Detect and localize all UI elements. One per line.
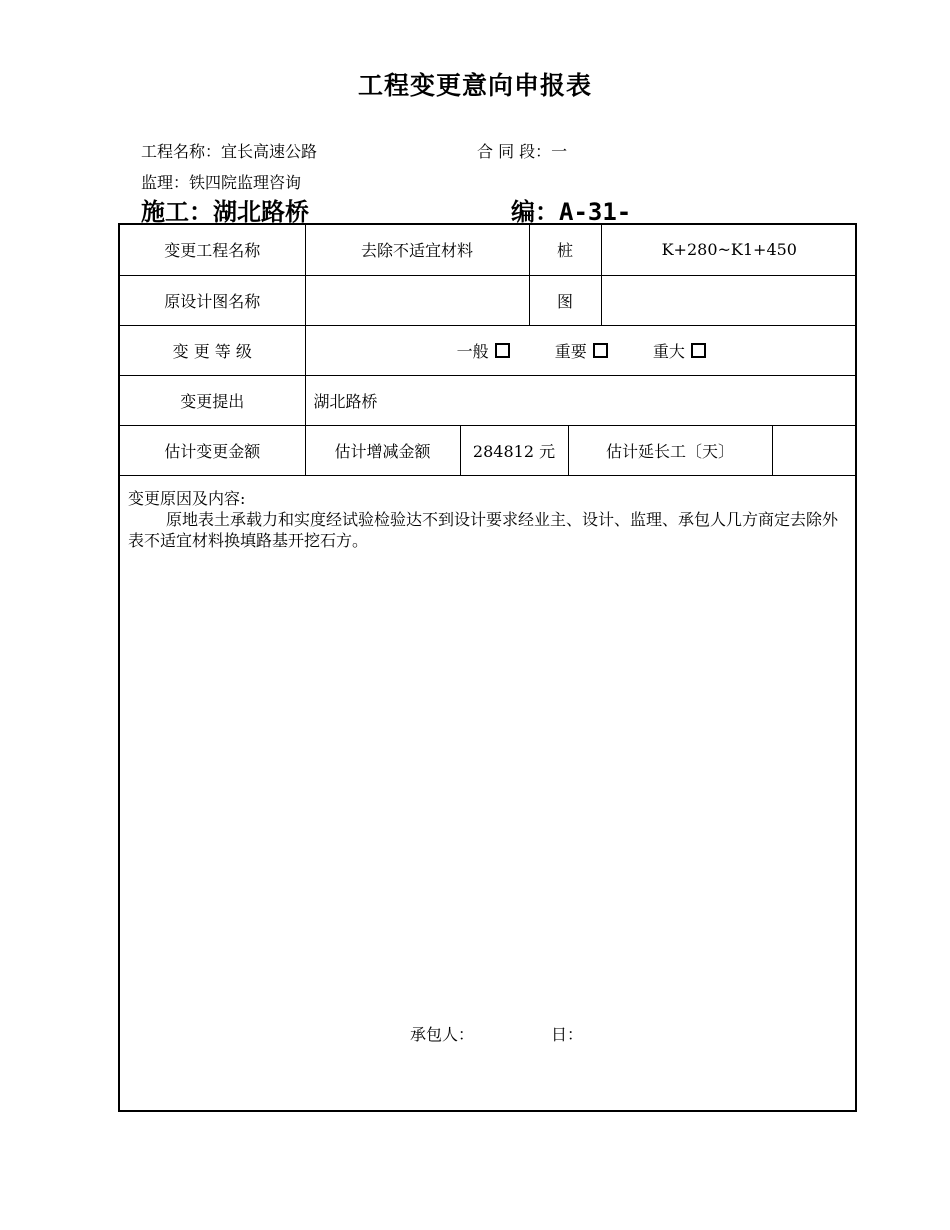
proposer-value: 湖北路桥 xyxy=(305,375,857,425)
change-name-label: 变更工程名称 xyxy=(120,225,305,275)
code-label: 编： xyxy=(511,197,559,226)
row-amount xyxy=(120,425,857,475)
checkbox-major-icon[interactable] xyxy=(691,343,706,358)
level-option-general[interactable]: 一般 xyxy=(457,342,510,361)
orig-drawing-value[interactable] xyxy=(305,275,529,325)
extension-label: 估计延长工〔天〕 xyxy=(568,425,772,475)
contract-section: 合 同 段：一 xyxy=(477,142,568,161)
row-change-name xyxy=(120,225,857,275)
form-table xyxy=(120,225,857,476)
content-body: 原地表土承载力和实度经试验检验达不到设计要求经业主、设计、监理、承包人几方商定去除外表不适宜材料换填路基开挖石方。 xyxy=(128,509,839,550)
signature-date: 日： xyxy=(551,1025,584,1044)
page-title: 工程变更意向申报表 xyxy=(357,71,592,100)
project-name: 工程名称：宜长高速公路 xyxy=(141,142,318,161)
code-field xyxy=(511,192,631,227)
content-heading: 变更原因及内容: xyxy=(128,488,246,508)
checkbox-general-icon[interactable] xyxy=(495,343,510,358)
drawing-label: 图 xyxy=(529,275,601,325)
change-form xyxy=(118,223,857,1112)
level-option-important[interactable]: 重要 xyxy=(555,342,608,361)
row-proposer xyxy=(120,375,857,425)
increase-label: 估计增减金额 xyxy=(305,425,460,475)
drawing-value[interactable] xyxy=(601,275,857,325)
proposer-label: 变更提出 xyxy=(120,375,305,425)
row-change-level xyxy=(120,325,857,375)
constructor: 施工：湖北路桥 xyxy=(141,197,309,226)
level-options xyxy=(305,325,857,375)
change-content xyxy=(120,476,855,551)
checkbox-important-icon[interactable] xyxy=(593,343,608,358)
level-label: 变 更 等 级 xyxy=(120,325,305,375)
amount-label: 估计变更金额 xyxy=(120,425,305,475)
level-option-major[interactable]: 重大 xyxy=(653,342,706,361)
pile-label: 桩 xyxy=(529,225,601,275)
code-value: A-31- xyxy=(559,198,632,226)
row-orig-drawing xyxy=(120,275,857,325)
orig-drawing-label: 原设计图名称 xyxy=(120,275,305,325)
contractor-signature: 承包人： xyxy=(410,1025,475,1044)
supervisor: 监理：铁四院监理咨询 xyxy=(141,173,302,192)
increase-value: 284812 元 xyxy=(460,425,568,475)
change-name-value: 去除不适宜材料 xyxy=(305,225,529,275)
extension-value[interactable] xyxy=(772,425,857,475)
pile-value: K+280~K1+450 xyxy=(601,225,857,275)
